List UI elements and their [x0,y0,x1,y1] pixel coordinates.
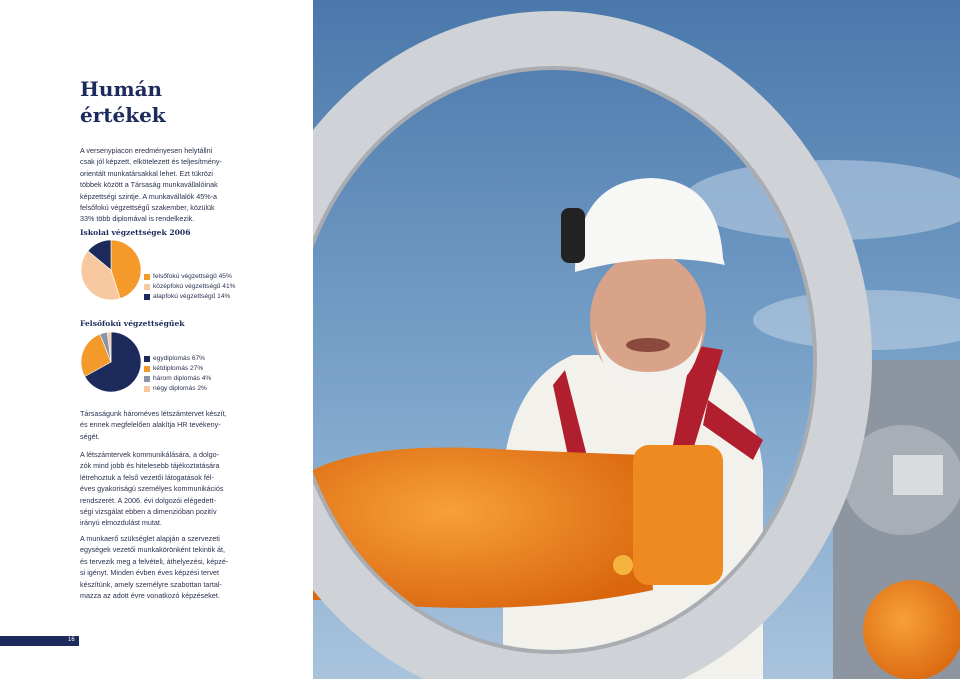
bolt [613,555,633,575]
paragraph-line: irányú elmozdulást mutat. [80,518,162,528]
paragraph-line: és ennek megfelelően alakítja HR tevékeny- [80,420,221,430]
hr-planning-paragraph [80,408,236,442]
chart2-legend [144,354,211,394]
intro-line: orientált munkatársakkal lehet. Ezt tükrözi [80,168,214,178]
legend-item [144,364,211,374]
legend-label: négy diplomás 2% [153,385,207,392]
training-paragraph [80,533,236,601]
legend-item [144,292,235,302]
higher-education-pie-chart [80,331,142,393]
intro-line: 33% több diplomával is rendelkezik. [80,214,195,224]
legend-swatch-grey [144,376,150,382]
paragraph-line: si igényt. Minden évben éves képzési tervet [80,568,220,578]
chart1-heading: Iskolai végzettségek 2006 [80,228,191,237]
paragraph-line: mazza az adott évre vonatkozó képzéseket. [80,591,220,601]
ear-protector [561,208,585,263]
worker-smile [626,338,670,352]
title-line-1: Humán [80,77,163,101]
legend-item [144,354,211,364]
paragraph-line: és tervezik meg a felvételi, áthelyezési, képzé- [80,556,229,566]
paragraph-line: A munkaerő szükséglet alapján a szervezeti [80,534,220,543]
intro-line: többek között a Társaság munkavállalóinak [80,180,218,190]
communication-paragraph [80,449,236,529]
education-pie-chart [80,239,142,301]
legend-swatch-orange [144,274,150,280]
title-line-2: értékek [80,103,166,127]
paragraph-line: A létszámtervek kommunikálására, a dolgo- [80,450,220,459]
legend-swatch-navy [144,356,150,362]
legend-item [144,374,211,384]
page-title [80,76,166,128]
paragraph-line: zók mind jobb és hitelesebb tájékoztatására [80,461,220,471]
paragraph-line: létrehoztuk a felső vezetői látogatások fél- [80,472,214,482]
legend-label: kétdiplomás 27% [153,365,204,372]
chart1-legend [144,272,235,302]
paragraph-line: készítünk, amely személyre szabottan tartal- [80,579,222,589]
intro-line: csak jól képzett, elkötelezett és teljesítmény- [80,157,222,167]
legend-label: felsőfokú végzettségű 45% [153,273,232,280]
legend-item [144,272,235,282]
intro-line: képzettségi szintje. A munkavállalók 45%-a [80,191,218,201]
legend-swatch-orange [144,366,150,372]
text-column [0,0,313,679]
machinery-plate [893,455,943,495]
intro-paragraph [80,145,236,225]
intro-line: A versenypiacon eredményesen helytállni [80,146,213,155]
legend-label: egydiplomás 67% [153,355,206,362]
legend-item [144,384,211,394]
paragraph-line: ségi vizsgálat ebben a dimenzióban pozitív [80,507,217,517]
legend-swatch-navy [144,294,150,300]
legend-label: három diplomás 4% [153,375,212,382]
orange-valve [863,580,960,679]
paragraph-line: éves gyakoriságú személyes kommunikációs [80,484,224,494]
paragraph-line: egységek vezetői munkakörönként tekintik át, [80,545,226,555]
chart2-heading: Felsőfokú végzettségűek [80,319,185,328]
legend-label: alapfokú végzettségű 14% [153,293,231,300]
paragraph-line: rendszerét. A 2006. évi dolgozói elégedett- [80,495,216,505]
orange-flange [633,445,723,585]
paragraph-line: ségét. [80,431,100,441]
photo-illustration [313,0,960,679]
worker-photo [313,0,960,679]
intro-line: felsőfokú végzettségű szakember, közülük [80,203,215,213]
legend-item [144,282,235,292]
paragraph-line: Társaságunk hároméves létszámtervet készít, [80,409,227,418]
legend-label: középfokú végzettségű 41% [153,283,236,290]
legend-swatch-peach [144,284,150,290]
page-number: 16 [68,637,75,643]
legend-swatch-peach [144,386,150,392]
